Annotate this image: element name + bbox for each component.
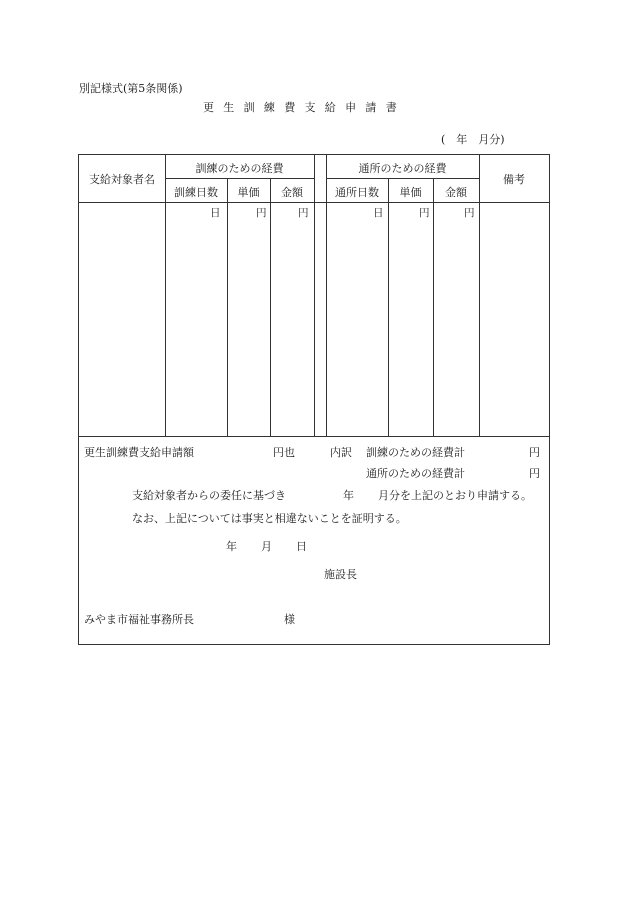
- commute-group-divider: [326, 178, 479, 179]
- column-rule: [388, 178, 389, 436]
- unit-yen: 円: [298, 207, 309, 219]
- commute-days-header: 通所日数: [335, 186, 379, 199]
- training-unit-price-header: 単価: [237, 186, 260, 199]
- training-days-header: 訓練日数: [174, 186, 218, 199]
- recipient-name-header: 支給対象者名: [89, 173, 155, 186]
- period-label: ( 年 月分): [441, 133, 505, 146]
- breakdown-label: 内訳: [330, 446, 352, 459]
- unit-yen: 円: [464, 207, 475, 219]
- commute-amount-header: 金額: [445, 186, 467, 199]
- apply-amount-label: 更生訓練費支給申請額: [84, 446, 194, 459]
- commute-total-unit: 円: [529, 467, 540, 480]
- date-month: 月: [261, 540, 272, 553]
- unit-day: 日: [373, 207, 384, 219]
- document-title: 更生訓練費支給申請書: [203, 101, 406, 114]
- column-rule: [314, 155, 315, 436]
- apply-amount-unit: 円也: [273, 446, 295, 459]
- unit-yen: 円: [419, 207, 430, 219]
- training-group-divider: [165, 178, 314, 179]
- date-year: 年: [226, 540, 237, 553]
- training-expense-header: 訓練のための経費: [195, 162, 284, 175]
- addressee: みやま市福祉事務所長: [84, 613, 194, 626]
- training-amount-header: 金額: [281, 186, 303, 199]
- column-rule: [433, 178, 434, 436]
- commute-total-label: 通所のための経費計: [366, 467, 465, 480]
- unit-day: 日: [210, 207, 221, 219]
- form-reference: 別記様式(第5条関係): [79, 82, 183, 95]
- column-rule: [227, 178, 228, 436]
- training-total-unit: 円: [529, 446, 540, 459]
- facility-head-label: 施設長: [324, 568, 357, 581]
- column-rule: [479, 155, 480, 436]
- honorific: 様: [284, 613, 295, 626]
- commute-expense-header: 通所のための経費: [358, 162, 447, 175]
- statement-delegation: 支給対象者からの委任に基づき: [132, 489, 286, 502]
- statement-certify: なお、上記については事実と相違ないことを証明する。: [132, 512, 407, 525]
- remarks-header: 備考: [503, 173, 525, 186]
- training-total-label: 訓練のための経費計: [366, 446, 465, 459]
- statement-month-apply: 月分を上記のとおり申請する。: [378, 489, 532, 502]
- commute-unit-price-header: 単価: [399, 186, 422, 199]
- table-bottom-rule: [79, 436, 549, 437]
- date-day: 日: [296, 540, 307, 553]
- statement-year: 年: [343, 489, 354, 502]
- column-rule: [270, 178, 271, 436]
- unit-yen: 円: [256, 207, 267, 219]
- application-form-frame: [78, 154, 550, 645]
